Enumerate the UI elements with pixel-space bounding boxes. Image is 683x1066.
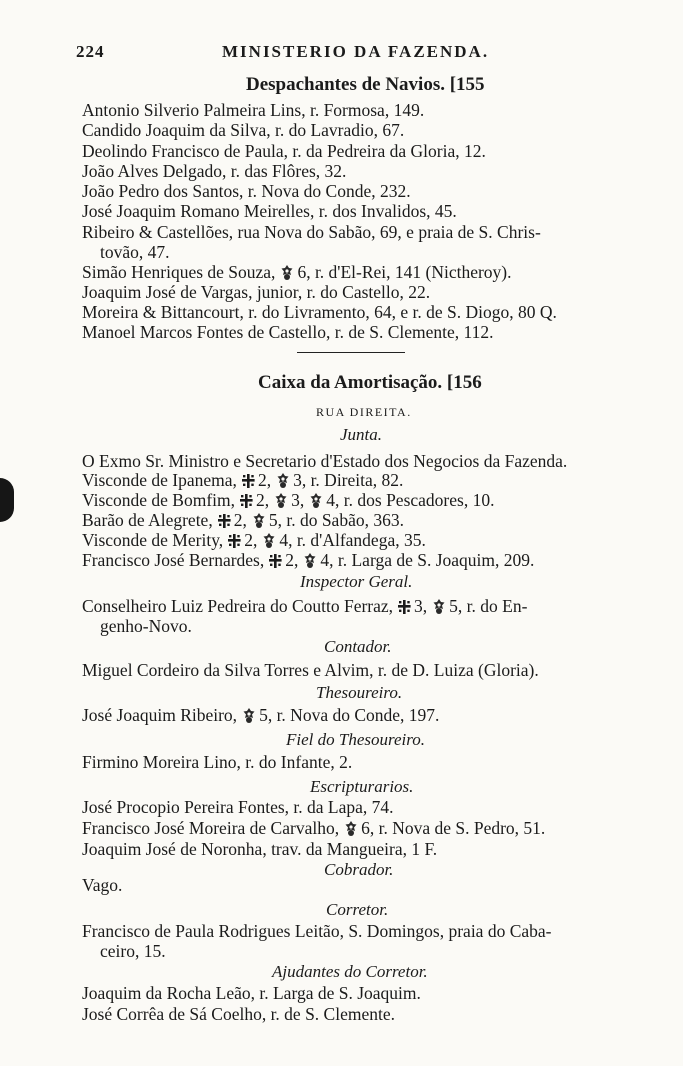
- entry-line-bomfim: [82, 490, 648, 510]
- entry-line: tovão, 47.: [100, 242, 170, 262]
- entry-line: Ribeiro & Castellões, rua Nova do Sabão, 69, e praia de S. Chris-: [82, 222, 541, 242]
- entry-name: Visconde de Bomfim,: [82, 490, 236, 510]
- entry-part: 2,: [285, 550, 299, 570]
- entry-line: João Pedro dos Santos, r. Nova do Conde, 232.: [82, 181, 411, 201]
- page-header: [72, 40, 632, 66]
- entry-line: Firmino Moreira Lino, r. do Infante, 2.: [82, 752, 353, 772]
- entry-name: Simão Henriques de Souza,: [82, 262, 276, 282]
- entry-line: Joaquim José de Vargas, junior, r. do Castello, 22.: [82, 282, 431, 302]
- entry-name: Conselheiro Luiz Pedreira do Coutto Ferraz,: [82, 596, 394, 616]
- role-title-corretor: Corretor.: [326, 900, 389, 919]
- entry-rest: 5, r. Nova do Conde, 197.: [259, 705, 440, 725]
- role-title-escripturarios: Escripturarios.: [310, 777, 414, 796]
- entry-line-thesoureiro: [82, 705, 648, 725]
- cross-order-icon: [240, 494, 253, 508]
- entry-line: José Procopio Pereira Fontes, r. da Lapa, 74.: [82, 797, 394, 817]
- section-divider: [297, 352, 405, 353]
- entry-name: Barão de Alegrete,: [82, 510, 213, 530]
- entry-line: Antonio Silverio Palmeira Lins, r. Formosa, 149.: [82, 100, 425, 120]
- entry-name: Visconde de Merity,: [82, 530, 224, 550]
- entry-line: Joaquim José de Noronha, trav. da Mangueira, 1 F.: [82, 839, 438, 859]
- section-heading-155: Despachantes de Navios. [155: [246, 74, 485, 95]
- entry-part: 3,: [291, 490, 305, 510]
- entry-line: Miguel Cordeiro da Silva Torres e Alvim, r. de D. Luiza (Gloria).: [82, 660, 539, 680]
- entry-line: Joaquim da Rocha Leão, r. Larga de S. Joaquim.: [82, 983, 421, 1003]
- entry-rest: 4, r. dos Pescadores, 10.: [326, 490, 495, 510]
- rose-order-icon: [242, 708, 256, 723]
- role-title-inspector: Inspector Geral.: [300, 572, 413, 591]
- cross-order-icon: [228, 534, 241, 548]
- entry-name: José Joaquim Ribeiro,: [82, 705, 238, 725]
- entry-line: Vago.: [82, 875, 123, 895]
- entry-rest: 6, r. Nova de S. Pedro, 51.: [361, 818, 546, 838]
- entry-line: José Corrêa de Sá Coelho, r. de S. Clemente.: [82, 1004, 395, 1024]
- role-title-fiel: Fiel do Thesoureiro.: [286, 730, 425, 749]
- entry-name: Francisco José Bernardes,: [82, 550, 265, 570]
- rose-order-icon: [303, 553, 317, 568]
- section-heading-156: Caixa da Amortisação. [156: [258, 372, 482, 393]
- entry-line: genho-Novo.: [100, 616, 192, 636]
- entry-line: Deolindo Francisco de Paula, r. da Pedreira da Gloria, 12.: [82, 141, 486, 161]
- entry-rest: 6, r. d'El-Rei, 141 (Nictheroy).: [297, 262, 512, 282]
- entry-line-inspector: [82, 596, 648, 616]
- entry-line-alegrete: [82, 510, 648, 530]
- rose-order-icon: [432, 599, 446, 614]
- entry-part: 2,: [256, 490, 270, 510]
- entry-line: ceiro, 15.: [100, 941, 166, 961]
- entry-rest: 4, r. Larga de S. Joaquim, 209.: [320, 550, 535, 570]
- cross-order-icon: [398, 600, 411, 614]
- entry-line: João Alves Delgado, r. das Flôres, 32.: [82, 161, 347, 181]
- role-title-cobrador: Cobrador.: [324, 860, 394, 879]
- entry-rest: 3, r. Direita, 82.: [293, 470, 404, 490]
- entry-part: 2,: [257, 470, 272, 490]
- rose-order-icon: [262, 533, 276, 548]
- ink-blot: [0, 478, 14, 522]
- cross-order-icon: [218, 514, 231, 528]
- role-title-ajudantes: Ajudantes do Corretor.: [272, 962, 428, 981]
- rose-order-icon: [280, 265, 294, 280]
- role-title-thesoureiro: Thesoureiro.: [316, 683, 403, 702]
- rose-order-icon: [309, 493, 323, 508]
- entry-line-merity: [82, 530, 648, 550]
- entry-line-bernardes: [82, 550, 648, 570]
- page-number: 224: [76, 42, 105, 61]
- entry-name: Francisco José Moreira de Carvalho,: [82, 818, 340, 838]
- entry-line: Francisco de Paula Rodrigues Leitão, S. Domingos, praia do Caba-: [82, 921, 552, 941]
- running-title: MINISTERIO DA FAZENDA.: [222, 42, 490, 61]
- entry-name: Visconde de Ipanema,: [82, 470, 237, 490]
- entry-part: 2,: [233, 510, 247, 530]
- entry-line: Manoel Marcos Fontes de Castello, r. de S. Clemente, 112.: [82, 322, 494, 342]
- entry-line: Candido Joaquim da Silva, r. do Lavradio, 67.: [82, 120, 405, 140]
- entry-rest: 5, r. do Sabão, 363.: [268, 510, 404, 530]
- role-title-junta: Junta.: [340, 425, 383, 444]
- role-title-contador: Contador.: [324, 637, 392, 656]
- cross-order-icon: [269, 554, 282, 568]
- entry-rest: 5, r. do En-: [449, 596, 528, 616]
- entry-line: José Joaquim Romano Meirelles, r. dos Invalidos, 45.: [82, 201, 457, 221]
- entry-line: Moreira & Bittancourt, r. do Livramento, 64, e r. de S. Diogo, 80 Q.: [82, 302, 557, 322]
- entry-part: 2,: [244, 530, 258, 550]
- entry-line-simao: [82, 262, 648, 282]
- rose-order-icon: [252, 513, 266, 528]
- rose-order-icon: [276, 473, 290, 488]
- entry-line-escript2: [82, 818, 648, 838]
- entry-part: 3,: [414, 596, 428, 616]
- entry-line-ipanema: [82, 470, 648, 490]
- entry-rest: 4, r. d'Alfandega, 35.: [279, 530, 426, 550]
- cross-order-icon: [242, 474, 255, 488]
- entry-line: O Exmo Sr. Ministro e Secretario d'Estado dos Negocios da Fazenda.: [82, 451, 568, 471]
- rose-order-icon: [344, 821, 358, 836]
- street-label: RUA DIREITA.: [316, 405, 412, 419]
- star-order-icon: [274, 493, 288, 508]
